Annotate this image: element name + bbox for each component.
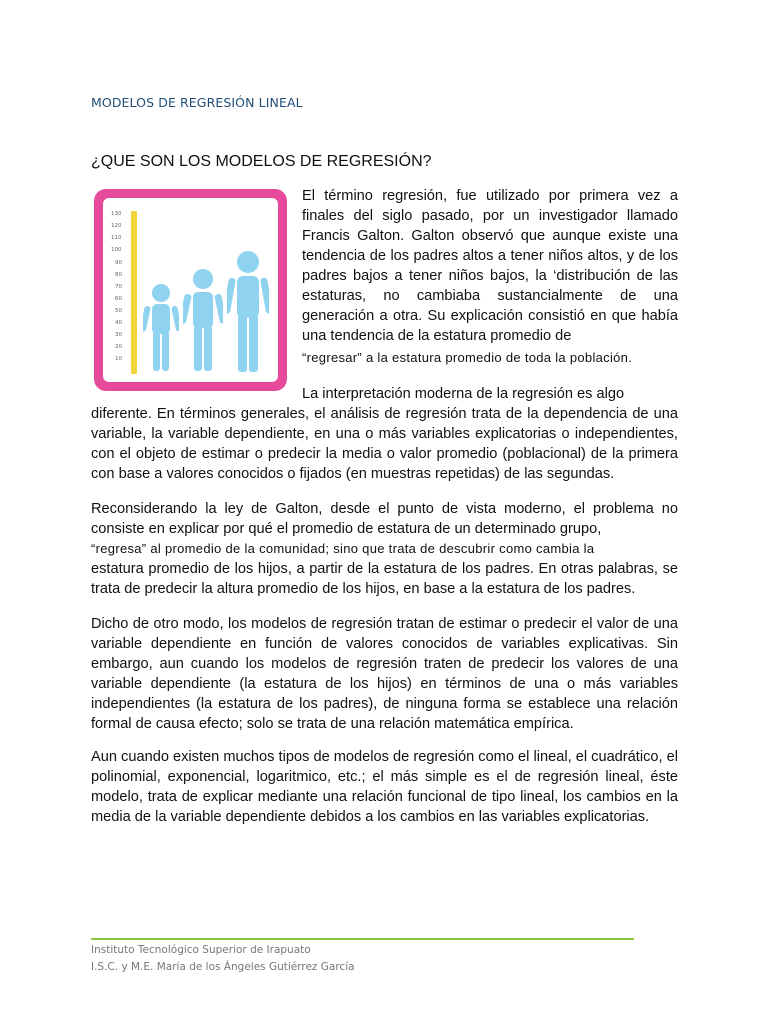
adult-figure-icon [227, 250, 269, 374]
document-header: MODELOS DE REGRESIÓN LINEAL [91, 95, 303, 110]
ruler-tick: 130 [111, 211, 122, 217]
ruler-tick: 100 [111, 247, 122, 253]
paragraph-galton-law-end: estatura promedio de los hijos, a partir de la estatura de los padres. En otras palabras, se trata de predecir la altura promedio de los hijos, en base a la estatura de los padres. [91, 561, 678, 597]
illustration-canvas [103, 198, 278, 382]
section-title: ¿QUE SON LOS MODELOS DE REGRESIÓN? [91, 153, 432, 170]
paragraph-galton-law: Reconsiderando la ley de Galton, desde el punto de vista moderno, el problema no consiste en explicar por qué el promedio de estatura de un determinado grupo, [91, 501, 678, 537]
child-figure-icon [143, 283, 179, 373]
height-illustration [94, 189, 287, 391]
ruler-tick: 90 [115, 260, 122, 266]
ruler-tick: 50 [115, 308, 122, 314]
ruler-tick: 10 [115, 356, 122, 362]
paragraph-galton-intro: El término regresión, fue utilizado por primera vez a finales del siglo pasado, por un investigador llamado Francis Galton. Galton observó que aunque existe una tendencia de los padres altos a tener niños altos, y de los padres bajos a tener niños bajos, la ‘distribución de las estaturas, no cambiaba sustancialmente de una generación a otra. Su explicación consistió en que había una tendencia de la estatura promedio de [302, 188, 678, 344]
footer-author: I.S.C. y M.E. María de los Ángeles Gutiérrez García [91, 961, 355, 973]
paragraph-modern-interpretation: diferente. En términos generales, el análisis de regresión trata de la dependencia de una variable, la variable dependiente, en una o más variables explicatorias o independientes, con el objeto de estimar o predecir la media o valor promedio (poblacional) de la primera con base a valores conocidos o fijados (en muestras repetidas) de las segundas. [91, 406, 678, 482]
paragraph-modern-start: La interpretación moderna de la regresión es algo [302, 386, 625, 402]
paragraph-models-estimate: Dicho de otro modo, los modelos de regresión tratan de estimar o predecir el valor de una variable dependiente en función de valores conocidos de variables explicativas. Sin embargo, aun cuando los modelos de regresión traten de predecir los valores de una variable dependiente (la estatura de los hijos) en términos de una o más variables independientes (la estatura de los padres), de ninguna forma se establece una relación formal de causa efecto; solo se trata de una relación matemática empírica. [91, 616, 678, 732]
paragraph-galton-regress: “regresar” a la estatura promedio de toda la población. [302, 350, 633, 365]
ruler-tick: 70 [115, 284, 122, 290]
footer-institution: Instituto Tecnológico Superior de Irapuato [91, 944, 311, 956]
ruler-tick: 80 [115, 272, 122, 278]
ruler-tick: 20 [115, 344, 122, 350]
ruler-tick: 120 [111, 223, 122, 229]
footer-divider [91, 938, 634, 940]
ruler-tick: 60 [115, 296, 122, 302]
paragraph-galton-law-quote: “regresa” al promedio de la comunidad; sino que trata de descubrir como cambia la [91, 541, 595, 556]
ruler-tick: 110 [111, 235, 122, 241]
ruler-tick: 40 [115, 320, 122, 326]
teen-figure-icon [183, 268, 223, 373]
height-ruler [131, 211, 137, 374]
paragraph-model-types: Aun cuando existen muchos tipos de modelos de regresión como el lineal, el cuadrático, el polinomial, exponencial, logaritmico, etc.; el más simple es el de regresión lineal, éste modelo, trata de explicar mediante una relación funcional de tipo lineal, los cambios en la media de la variable dependiente debidos a los cambios en las variables explicatorias. [91, 749, 678, 825]
ruler-tick: 30 [115, 332, 122, 338]
